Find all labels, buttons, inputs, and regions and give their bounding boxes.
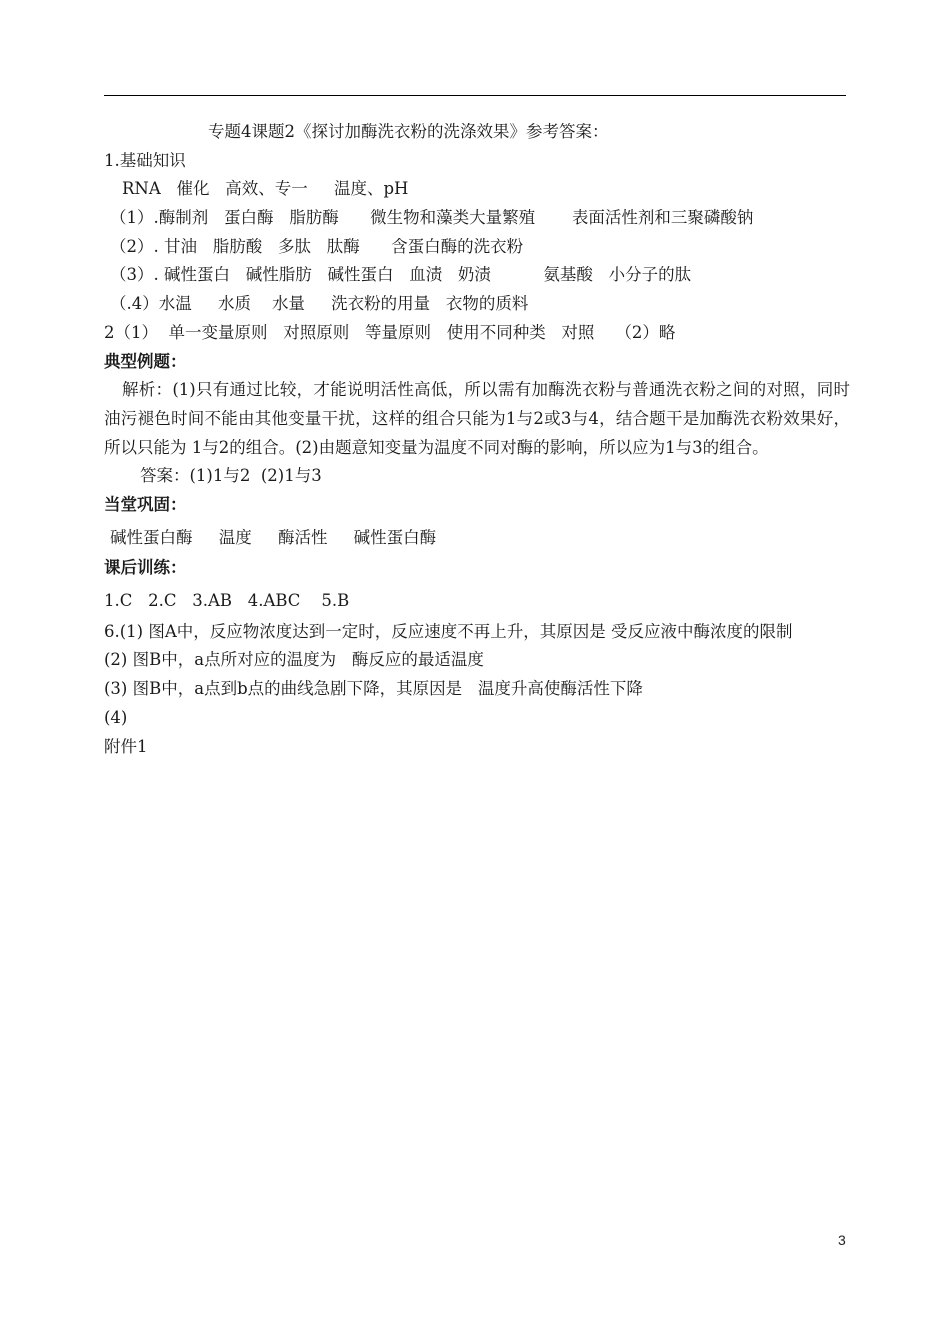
example-heading: 典型例题： xyxy=(104,351,187,371)
after-class-heading: 课后训练： xyxy=(104,558,187,578)
header-rule xyxy=(104,95,846,96)
question-6-part-3: (3) 图B中，a点到b点的曲线急剧下降，其原因是 温度升高使酶活性下降 xyxy=(104,679,643,699)
example-answer: 答案：(1)1与2 (2)1与3 xyxy=(140,466,322,486)
section-2-line: 2（1） 单一变量原则 对照原则 等量原则 使用不同种类 对照 （2）略 xyxy=(104,322,676,342)
attachment-label: 附件1 xyxy=(104,736,148,756)
basics-line-2: （2）. 甘油 脂肪酸 多肽 肽酶 含蛋白酶的洗衣粉 xyxy=(110,236,524,256)
page-number: 3 xyxy=(838,1232,846,1248)
basics-line-0: RNA 催化 高效、专一 温度、pH xyxy=(122,179,409,199)
document-body xyxy=(104,118,850,761)
basics-line-4: （.4）水温 水质 水量 洗衣粉的用量 衣物的质料 xyxy=(110,294,529,314)
question-6-part-4: (4) xyxy=(104,707,128,727)
after-class-answers: 1.C 2.C 3.AB 4.ABC 5.B xyxy=(104,591,350,611)
consolidate-heading: 当堂巩固： xyxy=(104,494,187,514)
basics-line-1: （1）.酶制剂 蛋白酶 脂肪酶 微生物和藻类大量繁殖 表面活性剂和三聚磷酸钠 xyxy=(110,208,754,228)
example-analysis: 解析：(1)只有通过比较，才能说明活性高低，所以需有加酶洗衣粉与普通洗衣粉之间的对照，同时油污褪色时间不能由其他变量干扰，这样的组合只能为1与2或3与4，结合题干是加酶洗衣粉效果好，所以只能为 1与2的组合。(2)由题意知变量为温度不同对酶的影响，所以应为1与3的组合。 xyxy=(104,380,850,457)
question-6-part-2: (2) 图B中，a点所对应的温度为 酶反应的最适温度 xyxy=(104,650,484,670)
consolidate-answers: 碱性蛋白酶 温度 酶活性 碱性蛋白酶 xyxy=(110,527,437,547)
section-basics-heading: 1.基础知识 xyxy=(104,150,186,170)
page-title: 专题4课题2《探讨加酶洗衣粉的洗涤效果》参考答案： xyxy=(208,122,609,141)
basics-line-3: （3）. 碱性蛋白 碱性脂肪 碱性蛋白 血渍 奶渍 氨基酸 小分子的肽 xyxy=(110,265,692,285)
question-6-part-1: 6.(1) 图A中，反应物浓度达到一定时，反应速度不再上升，其原因是 受反应液中酶浓度的限制 xyxy=(104,621,793,641)
